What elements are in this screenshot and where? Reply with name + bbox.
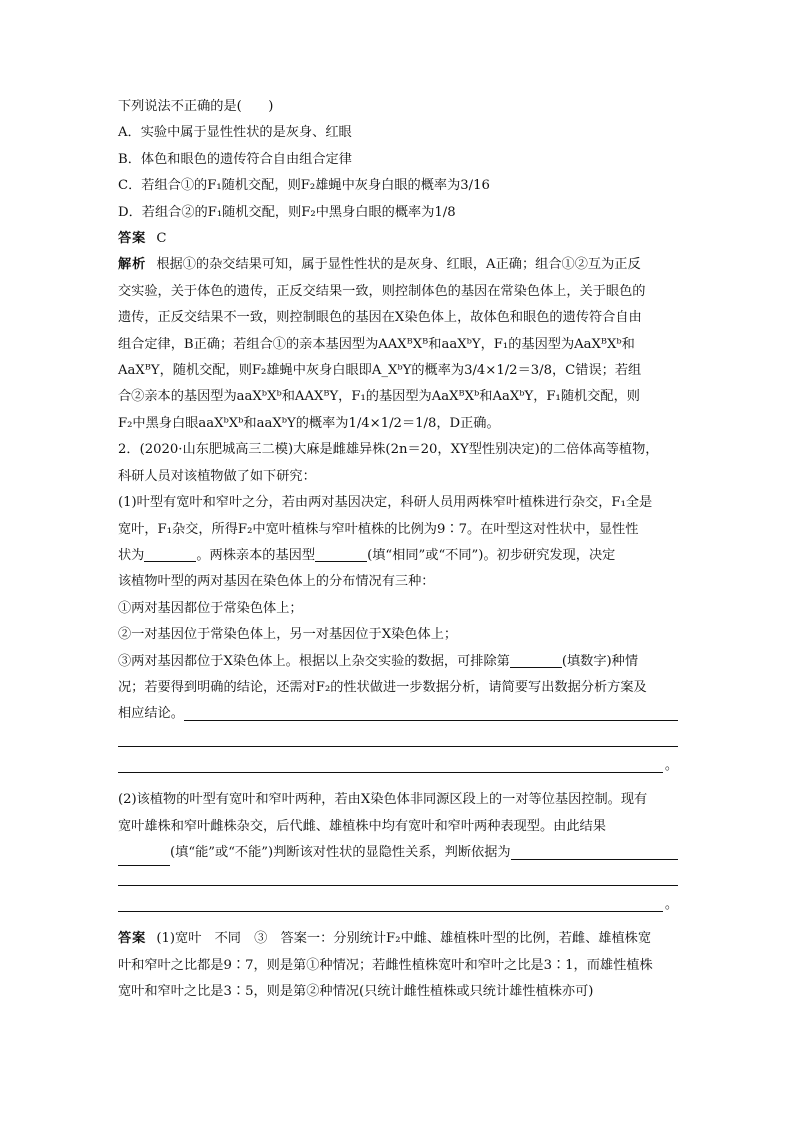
q2-p2-answer-row-2 xyxy=(118,866,678,892)
q1-option-c: C．若组合①的F₁随机交配，则F₂雄蝇中灰身白眼的概率为3/16 xyxy=(118,178,490,194)
q2-case-2: ②一对基因位于常染色体上，另一对基因位于X染色体上； xyxy=(118,627,458,643)
q2-p1-line-8: 况；若要得到明确的结论，还需对F₂的性状做进一步数据分析，请简要写出数据分析方案及 xyxy=(118,679,647,695)
answer-value: C xyxy=(156,231,167,247)
answer-line-basis[interactable] xyxy=(511,859,678,860)
q1-stem: 下列说法不正确的是( ) xyxy=(118,99,274,114)
q2-p1-line-3: 状为 。两株亲本的基因型 (填“相同”或“不同”)。初步研究发现，决定 xyxy=(118,547,616,563)
q2-answer-line-2: 叶和窄叶之比都是9∶7，则是第①种情况；若雌性植株宽叶和窄叶之比是3∶1，而雄性植株 xyxy=(118,957,653,973)
q2-intro-line-1: 2．(2020·山东肥城高三二模)大麻是雌雄异株(2n＝20，XY型性别决定)的二倍体高等植物， xyxy=(118,442,659,458)
q2-p1-line-1: (1)叶型有宽叶和窄叶之分，若由两对基因决定，科研人员用两株窄叶植株进行杂交，F₁全是 xyxy=(118,495,653,511)
q2-answer-line-3: 宽叶和窄叶之比是3∶5，则是第②种情况(只统计雌性植株或只统计雄性植株亦可) xyxy=(118,983,594,999)
answer-line-3[interactable] xyxy=(118,772,663,773)
answer-line-5[interactable] xyxy=(118,911,663,912)
q2-intro-line-2: 科研人员对该植物做了如下研究： xyxy=(118,468,316,484)
q1-option-b: B．体色和眼色的遗传符合自由组合定律 xyxy=(118,151,352,167)
answer-line-4[interactable] xyxy=(118,885,678,886)
q2-p1-line-9: 相应结论。 xyxy=(118,701,678,727)
q1-analysis-line-4: 组合定律，B正确；若组合①的亲本基因型为AAXᴮXᴮ和aaXᵇY，F₁的基因型为AaXᴮXᵇ和 xyxy=(118,336,635,352)
answer-blank-can-judge[interactable] xyxy=(118,850,170,866)
q2-p2-answer-row-3: 。 xyxy=(118,892,678,918)
q1-analysis-line-6: 合②亲本的基因型为aaXᵇXᵇ和AAXᴮY，F₁的基因型为AaXᴮXᵇ和AaXᵇY，F₁随机交配，则 xyxy=(118,389,640,405)
q2-answer-label: 答案 xyxy=(118,931,147,947)
question-content xyxy=(118,94,678,1005)
answer-blank-dominant[interactable] xyxy=(144,546,196,562)
q2-p2-line-2: 宽叶雄株和窄叶雌株杂交，后代雌、雄植株中均有宽叶和窄叶两种表现型。由此结果 xyxy=(118,818,606,834)
q2-p1-line-2: 宽叶，F₁杂交，所得F₂中宽叶植株与窄叶植株的比例为9∶7。在叶型这对性状中，显性性 xyxy=(118,521,639,537)
answer-label: 答案 xyxy=(118,231,147,247)
q1-answer xyxy=(118,226,678,252)
q2-case-3: ③两对基因都位于X染色体上。根据以上杂交实验的数据，可排除第 (填数字)种情 xyxy=(118,653,639,669)
q1-option-a: A．实验中属于显性性状的是灰身、红眼 xyxy=(118,125,352,141)
q2-p2-line-1: (2)该植物的叶型有宽叶和窄叶两种，若由X染色体非同源区段上的一对等位基因控制。现有 xyxy=(118,792,648,808)
answer-line-1[interactable] xyxy=(184,720,678,721)
analysis-label: 解析 xyxy=(118,257,147,273)
answer-blank-case-number[interactable] xyxy=(510,652,562,668)
answer-blank-genotype[interactable] xyxy=(315,546,367,562)
q1-analysis-line-5: AaXᴮY，随机交配，则F₂雄蝇中灰身白眼即A_XᵇY的概率为3/4×1/2＝3/8，C错误；若组 xyxy=(118,363,642,379)
q1-analysis-line-1 xyxy=(118,252,678,278)
analysis-text: 根据①的杂交结果可知，属于显性性状的是灰身、红眼，A正确；组合①②互为正反 xyxy=(156,257,641,273)
q2-case-1: ①两对基因都位于常染色体上； xyxy=(118,600,303,616)
q2-answer-line-1: 答案 (1)宽叶 不同 ③ 答案一：分别统计F₂中雌、雄植株叶型的比例，若雌、雄植株宽 xyxy=(118,931,652,947)
q2-p1-line-4: 该植物叶型的两对基因在染色体上的分布情况有三种： xyxy=(118,574,435,590)
q1-analysis-line-7: F₂中黑身白眼aaXᵇXᵇ和aaXᵇY的概率为1/4×1/2＝1/8，D正确。 xyxy=(118,415,500,431)
answer-line-2[interactable] xyxy=(118,746,678,747)
q1-analysis-line-2: 交实验，关于体色的遗传，正反交结果一致，则控制体色的基因在常染色体上，关于眼色的 xyxy=(118,283,646,299)
q2-answer-line-row-2 xyxy=(118,727,678,753)
q2-p2-line-3: (填“能”或“不能”)判断该对性状的显隐性关系，判断依据为 xyxy=(118,840,678,866)
q1-analysis-line-3: 遗传，正反交结果不一致，则控制眼色的基因在X染色体上，故体色和眼色的遗传符合自由 xyxy=(118,310,642,326)
q2-answer-line-row-3: 。 xyxy=(118,753,678,779)
q1-option-d: D．若组合②的F₁随机交配，则F₂中黑身白眼的概率为1/8 xyxy=(118,204,456,220)
